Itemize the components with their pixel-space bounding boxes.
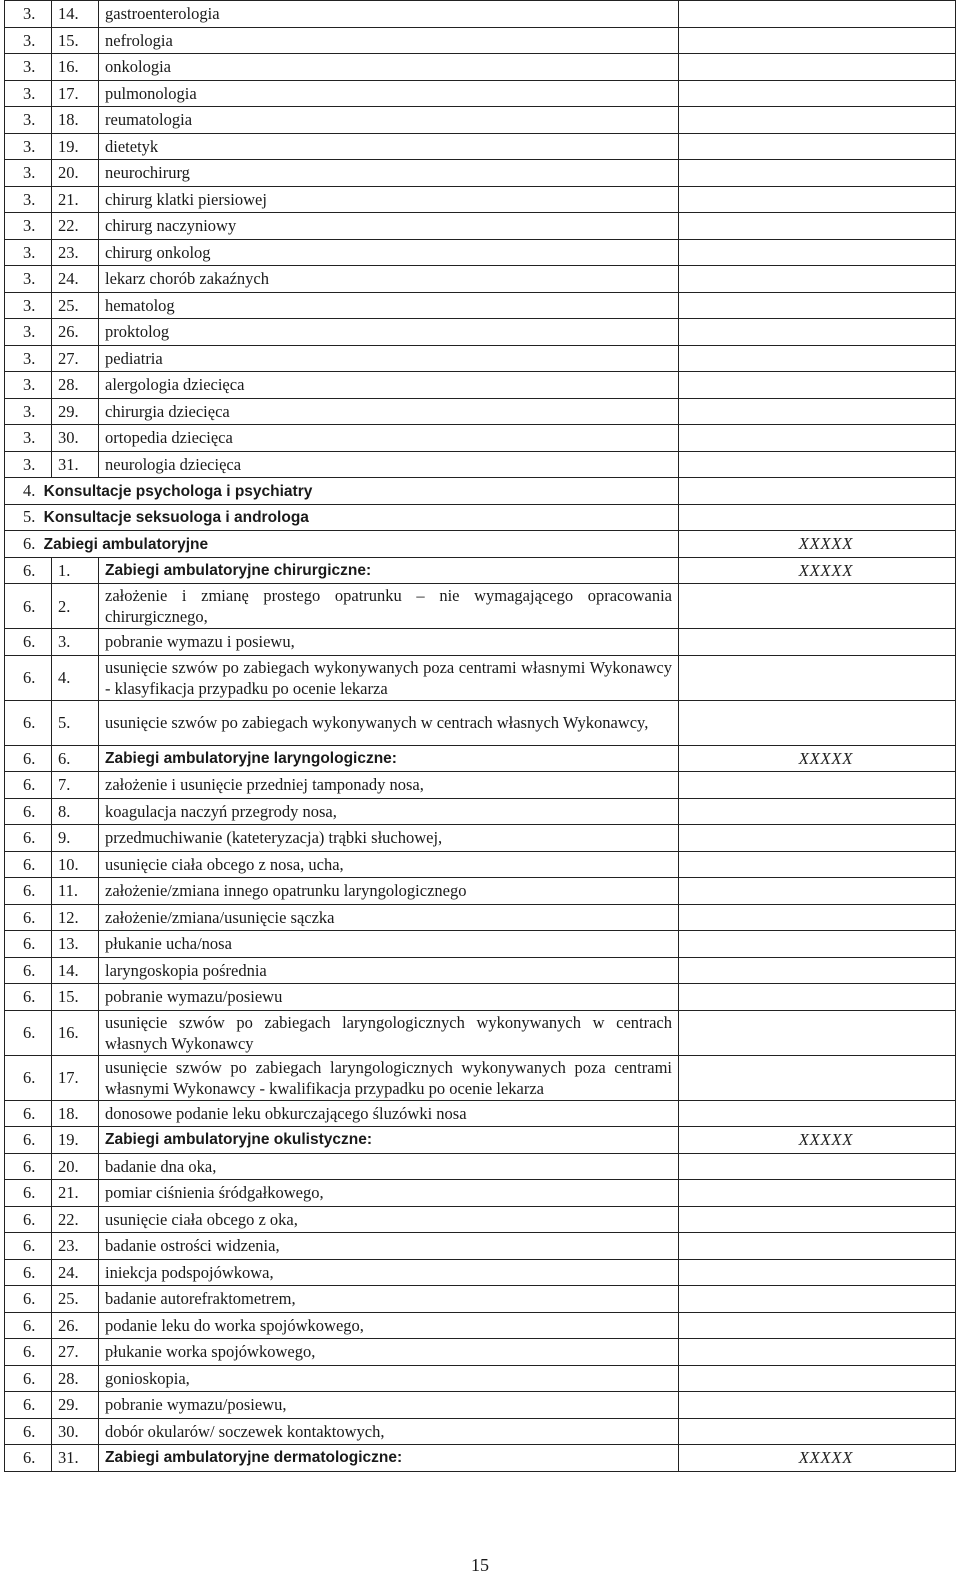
row-number-sub: 26. [52, 319, 99, 346]
row-description: dietetyk [99, 133, 679, 160]
table-row [5, 54, 956, 81]
row-section-cell [5, 531, 679, 558]
table-row [5, 160, 956, 187]
row-mark-cell [679, 1100, 956, 1127]
row-number-main: 3. [5, 425, 52, 452]
row-description: laryngoskopia pośrednia [99, 957, 679, 984]
row-section-cell [5, 504, 679, 531]
row-number-main: 3. [5, 345, 52, 372]
table-row [5, 557, 956, 584]
row-mark-cell [679, 557, 956, 584]
row-number-sub: 29. [52, 1392, 99, 1419]
row-number-sub: 18. [52, 107, 99, 134]
table-row [5, 1445, 956, 1472]
table-row [5, 1206, 956, 1233]
table-row [5, 745, 956, 772]
row-mark-cell [679, 745, 956, 772]
row-mark-cell [679, 798, 956, 825]
row-description: pediatria [99, 345, 679, 372]
row-mark-cell [679, 629, 956, 656]
row-number-main: 6. [5, 1153, 52, 1180]
row-mark-cell [679, 1445, 956, 1472]
row-mark-cell [679, 398, 956, 425]
row-number-main: 6. [5, 904, 52, 931]
table-row [5, 1100, 956, 1127]
table-row [5, 878, 956, 905]
row-number-sub: 9. [52, 825, 99, 852]
row-mark-cell [679, 107, 956, 134]
table-row [5, 825, 956, 852]
table-row [5, 319, 956, 346]
table-row [5, 1153, 956, 1180]
table-row [5, 1180, 956, 1207]
row-description: płukanie worka spojówkowego, [99, 1339, 679, 1366]
row-description: usunięcie szwów po zabiegach laryngologicznych wykonywanych poza centrami własnymi Wykonawcy - kwalifikacja przypadku po ocenie lekarza [99, 1055, 679, 1100]
table-row [5, 504, 956, 531]
row-number-main: 6. [5, 1392, 52, 1419]
row-mark-cell [679, 425, 956, 452]
row-description: nefrologia [99, 27, 679, 54]
row-mark-cell [679, 80, 956, 107]
row-description: lekarz chorób zakaźnych [99, 266, 679, 293]
row-number-main: 3. [5, 1, 52, 28]
row-description: reumatologia [99, 107, 679, 134]
row-description: dobór okularów/ soczewek kontaktowych, [99, 1418, 679, 1445]
row-number-main: 3. [5, 451, 52, 478]
row-mark-cell [679, 1312, 956, 1339]
table-row [5, 451, 956, 478]
row-number-sub: 25. [52, 1286, 99, 1313]
row-number-sub: 8. [52, 798, 99, 825]
row-number-sub: 23. [52, 1233, 99, 1260]
row-number-sub: 31. [52, 1445, 99, 1472]
row-description: proktolog [99, 319, 679, 346]
row-number-sub: 6. [52, 745, 99, 772]
row-number-sub: 15. [52, 984, 99, 1011]
row-number-sub: 5. [52, 700, 99, 745]
row-number-sub: 10. [52, 851, 99, 878]
row-description: założenie/zmiana innego opatrunku laryngologicznego [99, 878, 679, 905]
row-mark-cell [679, 54, 956, 81]
row-mark-cell [679, 851, 956, 878]
row-number-main: 6. [5, 1127, 52, 1154]
row-number-sub: 22. [52, 213, 99, 240]
row-mark-cell [679, 186, 956, 213]
row-mark-cell [679, 478, 956, 505]
table-row [5, 1392, 956, 1419]
row-number-main: 6. [5, 1180, 52, 1207]
row-description: pobranie wymazu i posiewu, [99, 629, 679, 656]
table-row [5, 984, 956, 1011]
row-mark-cell [679, 345, 956, 372]
row-number-sub: 28. [52, 1365, 99, 1392]
row-number-main: 6. [5, 1445, 52, 1472]
table-row [5, 1365, 956, 1392]
row-number-main: 6. [5, 1259, 52, 1286]
row-description: Zabiegi ambulatoryjne okulistyczne: [99, 1127, 679, 1154]
table-row [5, 107, 956, 134]
row-number-main: 3. [5, 54, 52, 81]
row-mark-cell [679, 531, 956, 558]
row-number-main: 3. [5, 319, 52, 346]
table-row [5, 957, 956, 984]
table-row [5, 531, 956, 558]
row-number-main: 6. [5, 878, 52, 905]
row-description: usunięcie ciała obcego z oka, [99, 1206, 679, 1233]
table-row [5, 851, 956, 878]
row-number-sub: 14. [52, 1, 99, 28]
xxxxx-mark: XXXXX [798, 748, 853, 768]
row-mark-cell [679, 825, 956, 852]
row-description: donosowe podanie leku obkurczającego śluzówki nosa [99, 1100, 679, 1127]
table-row [5, 186, 956, 213]
service-table-body [5, 1, 956, 1472]
row-number-sub: 2. [52, 584, 99, 629]
row-mark-cell [679, 931, 956, 958]
row-description: Zabiegi ambulatoryjne chirurgiczne: [99, 557, 679, 584]
row-number-main: 3. [5, 372, 52, 399]
row-number-main: 3. [5, 239, 52, 266]
row-description: chirurg klatki piersiowej [99, 186, 679, 213]
row-mark-cell [679, 266, 956, 293]
table-row [5, 1286, 956, 1313]
table-row [5, 798, 956, 825]
table-row [5, 655, 956, 700]
row-number-main: 3. [5, 133, 52, 160]
row-number-main: 6. [5, 1339, 52, 1366]
page-number: 15 [471, 1555, 489, 1575]
row-description: iniekcja podspojówkowa, [99, 1259, 679, 1286]
row-number-main: 3. [5, 80, 52, 107]
table-row [5, 1339, 956, 1366]
row-description: badanie dna oka, [99, 1153, 679, 1180]
row-description: pulmonologia [99, 80, 679, 107]
table-row [5, 1010, 956, 1055]
row-number-main: 6. [5, 584, 52, 629]
row-number-main: 6. [5, 745, 52, 772]
row-number-sub: 19. [52, 1127, 99, 1154]
row-number-sub: 20. [52, 160, 99, 187]
row-mark-cell [679, 319, 956, 346]
row-number-main: 6. [5, 1312, 52, 1339]
row-description: neurologia dziecięca [99, 451, 679, 478]
row-mark-cell [679, 1010, 956, 1055]
xxxxx-mark: XXXXX [798, 1448, 853, 1468]
row-number-main: 3. [5, 160, 52, 187]
row-number-main: 6. [5, 655, 52, 700]
row-mark-cell [679, 1206, 956, 1233]
table-row [5, 133, 956, 160]
row-number-main: 6. [5, 772, 52, 799]
table-row [5, 292, 956, 319]
row-mark-cell [679, 1, 956, 28]
row-description: Zabiegi ambulatoryjne [43, 535, 209, 553]
row-number-sub: 26. [52, 1312, 99, 1339]
table-row [5, 1418, 956, 1445]
row-number-sub: 30. [52, 425, 99, 452]
row-description: badanie autorefraktometrem, [99, 1286, 679, 1313]
row-number-sub: 19. [52, 133, 99, 160]
row-number-main: 3. [5, 27, 52, 54]
row-mark-cell [679, 1180, 956, 1207]
row-description: alergologia dziecięca [99, 372, 679, 399]
row-number-main: 6. [5, 1418, 52, 1445]
table-row [5, 372, 956, 399]
table-row [5, 80, 956, 107]
row-number-sub: 20. [52, 1153, 99, 1180]
row-number-sub: 30. [52, 1418, 99, 1445]
row-description: usunięcie ciała obcego z nosa, ucha, [99, 851, 679, 878]
row-mark-cell [679, 1286, 956, 1313]
row-description: Konsultacje seksuologa i androloga [43, 509, 309, 527]
row-mark-cell [679, 451, 956, 478]
row-number-sub: 22. [52, 1206, 99, 1233]
row-number-main: 6. [5, 1233, 52, 1260]
xxxxx-mark: XXXXX [798, 534, 853, 554]
table-row [5, 1127, 956, 1154]
row-number-main: 6. [5, 1100, 52, 1127]
row-mark-cell [679, 1418, 956, 1445]
row-description: Konsultacje psychologa i psychiatry [43, 482, 313, 500]
row-number-main: 5. [23, 507, 36, 527]
row-number-main: 4. [23, 480, 36, 500]
row-description: onkologia [99, 54, 679, 81]
row-description: podanie leku do worka spojówkowego, [99, 1312, 679, 1339]
row-mark-cell [679, 239, 956, 266]
row-mark-cell [679, 1339, 956, 1366]
row-description: chirurg onkolog [99, 239, 679, 266]
row-number-sub: 7. [52, 772, 99, 799]
table-row [5, 1055, 956, 1100]
row-mark-cell [679, 957, 956, 984]
row-description: chirurgia dziecięca [99, 398, 679, 425]
table-row [5, 266, 956, 293]
table-row [5, 1312, 956, 1339]
row-number-main: 6. [5, 1206, 52, 1233]
row-description: Zabiegi ambulatoryjne dermatologiczne: [99, 1445, 679, 1472]
row-mark-cell [679, 1259, 956, 1286]
row-number-sub: 25. [52, 292, 99, 319]
row-number-sub: 21. [52, 186, 99, 213]
row-number-sub: 14. [52, 957, 99, 984]
table-row [5, 345, 956, 372]
table-row [5, 931, 956, 958]
row-number-main: 6. [5, 957, 52, 984]
row-number-sub: 15. [52, 27, 99, 54]
table-row [5, 398, 956, 425]
row-description: założenie i usunięcie przedniej tamponady nosa, [99, 772, 679, 799]
row-mark-cell [679, 878, 956, 905]
row-number-sub: 3. [52, 629, 99, 656]
row-mark-cell [679, 1392, 956, 1419]
row-number-main: 3. [5, 398, 52, 425]
row-description: badanie ostrości widzenia, [99, 1233, 679, 1260]
row-description: usunięcie szwów po zabiegach wykonywanych poza centrami własnymi Wykonawcy - klasyfikacja przypadku po ocenie lekarza [99, 655, 679, 700]
row-number-sub: 1. [52, 557, 99, 584]
service-table [4, 0, 956, 1472]
row-number-sub: 31. [52, 451, 99, 478]
row-number-sub: 23. [52, 239, 99, 266]
row-mark-cell [679, 904, 956, 931]
row-mark-cell [679, 1233, 956, 1260]
table-row [5, 425, 956, 452]
table-row [5, 27, 956, 54]
table-row [5, 1259, 956, 1286]
row-number-sub: 4. [52, 655, 99, 700]
row-mark-cell [679, 1127, 956, 1154]
row-description: chirurg naczyniowy [99, 213, 679, 240]
row-mark-cell [679, 1055, 956, 1100]
table-row [5, 629, 956, 656]
row-number-sub: 16. [52, 54, 99, 81]
row-description: usunięcie szwów po zabiegach wykonywanych w centrach własnych Wykonawcy, [99, 700, 679, 745]
row-mark-cell [679, 27, 956, 54]
row-description: pomiar ciśnienia śródgałkowego, [99, 1180, 679, 1207]
row-number-main: 6. [5, 1055, 52, 1100]
row-number-main: 6. [5, 798, 52, 825]
row-number-main: 6. [5, 931, 52, 958]
row-description: Zabiegi ambulatoryjne laryngologiczne: [99, 745, 679, 772]
row-number-sub: 18. [52, 1100, 99, 1127]
row-number-main: 6. [5, 1286, 52, 1313]
row-section-cell [5, 478, 679, 505]
row-number-sub: 27. [52, 1339, 99, 1366]
row-number-sub: 24. [52, 266, 99, 293]
table-row [5, 213, 956, 240]
row-number-main: 6. [23, 533, 36, 553]
table-row [5, 478, 956, 505]
row-mark-cell [679, 213, 956, 240]
row-number-sub: 16. [52, 1010, 99, 1055]
row-description: założenie i zmianę prostego opatrunku – nie wymagającego opracowania chirurgicznego, [99, 584, 679, 629]
row-description: ortopedia dziecięca [99, 425, 679, 452]
row-number-main: 6. [5, 629, 52, 656]
table-row [5, 1, 956, 28]
row-number-main: 6. [5, 851, 52, 878]
row-description: pobranie wymazu/posiewu, [99, 1392, 679, 1419]
row-number-sub: 17. [52, 1055, 99, 1100]
row-mark-cell [679, 700, 956, 745]
row-number-main: 6. [5, 825, 52, 852]
row-number-main: 3. [5, 186, 52, 213]
row-number-main: 6. [5, 984, 52, 1011]
row-description: założenie/zmiana/usunięcie sączka [99, 904, 679, 931]
row-mark-cell [679, 292, 956, 319]
row-description: neurochirurg [99, 160, 679, 187]
row-description: hematolog [99, 292, 679, 319]
row-mark-cell [679, 584, 956, 629]
table-row [5, 772, 956, 799]
row-description: pobranie wymazu/posiewu [99, 984, 679, 1011]
xxxxx-mark: XXXXX [798, 560, 853, 580]
row-number-sub: 11. [52, 878, 99, 905]
row-mark-cell [679, 160, 956, 187]
row-number-main: 6. [5, 1365, 52, 1392]
row-number-sub: 24. [52, 1259, 99, 1286]
table-row [5, 239, 956, 266]
table-row [5, 584, 956, 629]
row-description: płukanie ucha/nosa [99, 931, 679, 958]
row-mark-cell [679, 133, 956, 160]
row-description: gastroenterologia [99, 1, 679, 28]
row-description: koagulacja naczyń przegrody nosa, [99, 798, 679, 825]
row-number-sub: 28. [52, 372, 99, 399]
row-description: przedmuchiwanie (kateteryzacja) trąbki słuchowej, [99, 825, 679, 852]
row-mark-cell [679, 772, 956, 799]
row-number-sub: 21. [52, 1180, 99, 1207]
xxxxx-mark: XXXXX [798, 1130, 853, 1150]
row-description: usunięcie szwów po zabiegach laryngologicznych wykonywanych w centrach własnych Wykonawcy [99, 1010, 679, 1055]
row-number-sub: 29. [52, 398, 99, 425]
row-number-main: 3. [5, 292, 52, 319]
row-mark-cell [679, 984, 956, 1011]
row-number-sub: 17. [52, 80, 99, 107]
row-number-main: 6. [5, 557, 52, 584]
row-mark-cell [679, 655, 956, 700]
row-number-sub: 13. [52, 931, 99, 958]
row-mark-cell [679, 372, 956, 399]
row-number-main: 6. [5, 1010, 52, 1055]
row-mark-cell [679, 504, 956, 531]
row-mark-cell [679, 1153, 956, 1180]
table-row [5, 1233, 956, 1260]
row-number-main: 3. [5, 107, 52, 134]
row-description: gonioskopia, [99, 1365, 679, 1392]
row-mark-cell [679, 1365, 956, 1392]
row-number-main: 3. [5, 266, 52, 293]
row-number-sub: 12. [52, 904, 99, 931]
table-row [5, 904, 956, 931]
row-number-main: 6. [5, 700, 52, 745]
row-number-sub: 27. [52, 345, 99, 372]
table-row [5, 700, 956, 745]
row-number-main: 3. [5, 213, 52, 240]
